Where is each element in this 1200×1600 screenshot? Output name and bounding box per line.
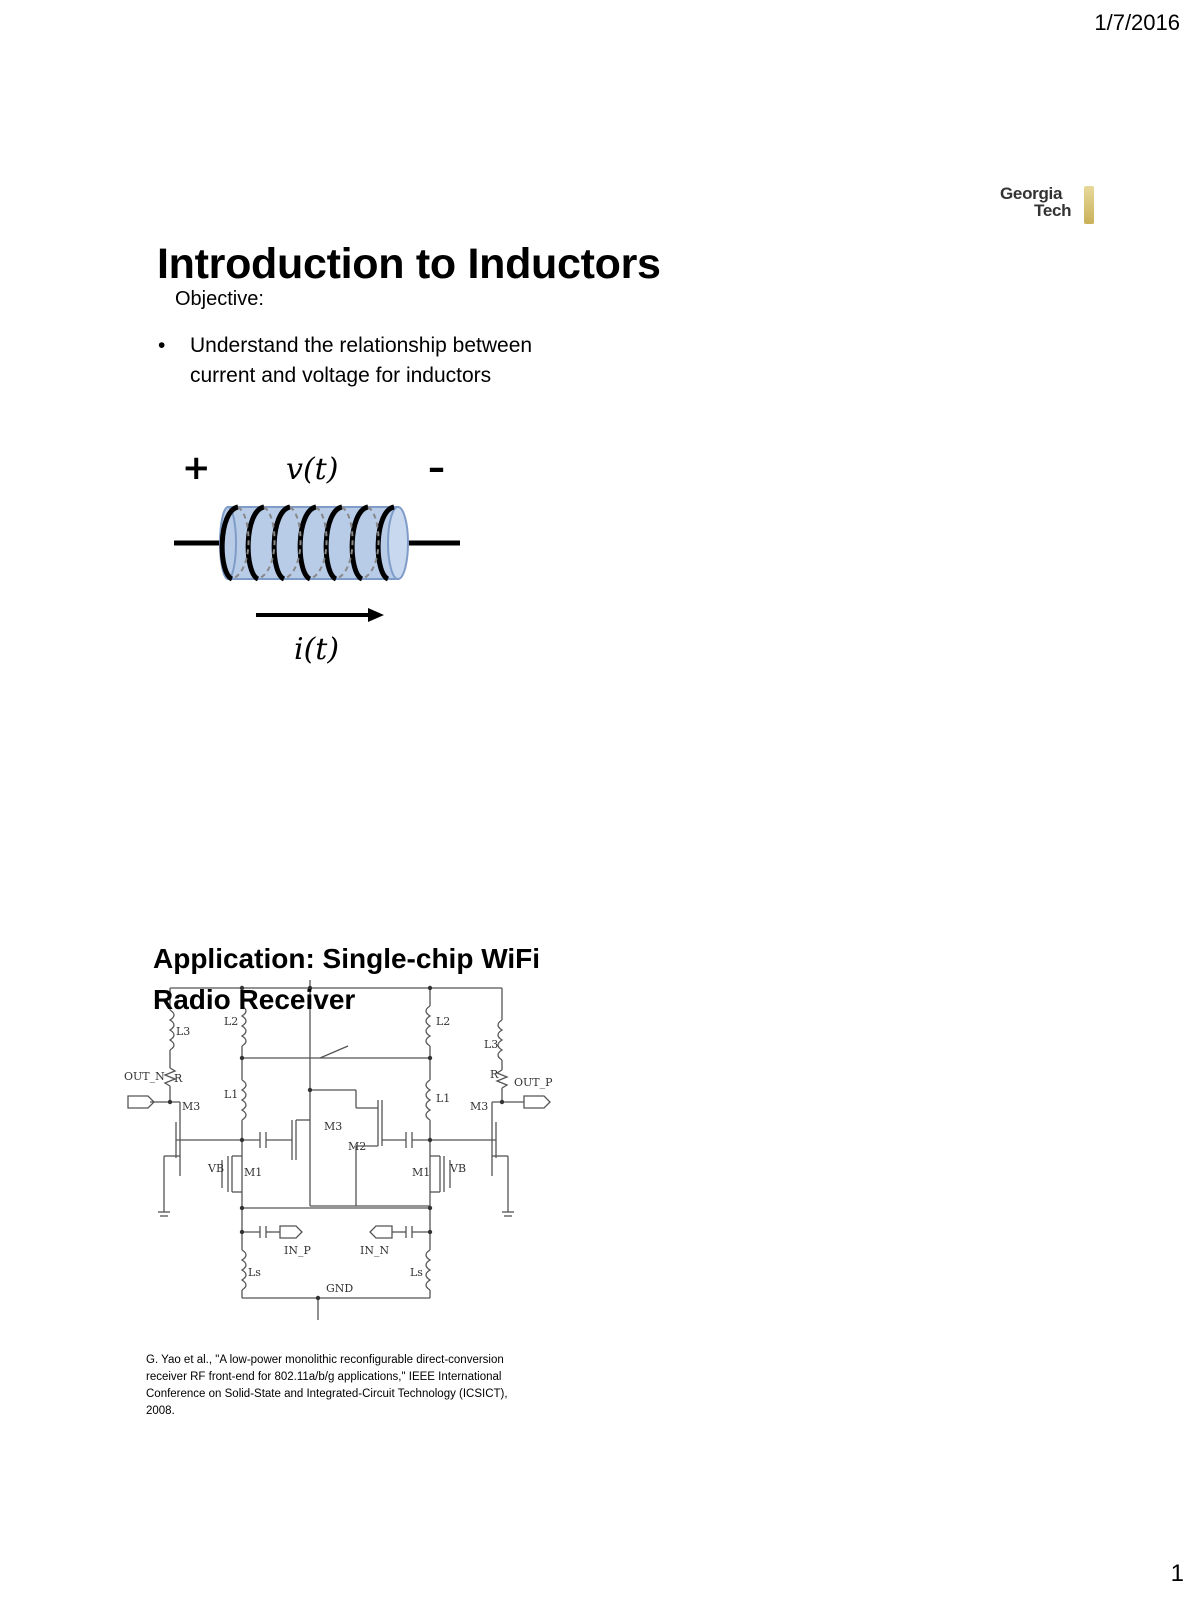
- receiver-circuit-schematic: [120, 980, 570, 1340]
- minus-sign: –: [428, 455, 445, 488]
- label-l3-left: L3: [176, 1025, 191, 1038]
- slide2-title: Application: Single-chip WiFi Radio Receiver: [153, 943, 541, 1015]
- current-label: i(t): [294, 632, 340, 667]
- label-vb-left: VB: [208, 1162, 225, 1175]
- label-ls-left: Ls: [248, 1266, 261, 1279]
- voltage-label: v(t): [286, 455, 339, 487]
- label-l1-right: L1: [436, 1092, 451, 1105]
- label-m1-left: M1: [244, 1166, 263, 1179]
- citation-text: G. Yao et al., "A low-power monolithic reconfigurable direct-conversion receiver RF front-end for 802.11a/b/g applications," IEEE International Conference on Solid-State and Integrated-Circuit Technology (ICSICT), 2008.: [146, 1354, 508, 1417]
- label-out-p: OUT_P: [514, 1076, 553, 1089]
- logo-word-georgia: Georgia: [1000, 184, 1063, 203]
- label-ls-right: Ls: [410, 1266, 423, 1279]
- label-in-n: IN_N: [360, 1244, 390, 1257]
- label-r-right: R: [490, 1068, 499, 1081]
- label-m1-right: M1: [412, 1166, 431, 1179]
- page-number: 1: [1170, 1560, 1184, 1587]
- label-vb-right: VB: [450, 1162, 467, 1175]
- current-arrow-icon: [256, 608, 384, 622]
- bullet-text: Understand the relationship between current and voltage for inductors: [190, 334, 533, 387]
- label-gnd: GND: [326, 1282, 354, 1295]
- slide1-title: Introduction to Inductors: [157, 240, 661, 288]
- label-l2-right: L2: [436, 1015, 451, 1028]
- label-m3-left: M3: [182, 1100, 201, 1113]
- logo-word-tech: Tech: [1034, 201, 1072, 220]
- objective-label: Objective:: [175, 288, 264, 310]
- logo-tower-icon: [1084, 186, 1094, 224]
- label-in-p: IN_P: [284, 1244, 311, 1257]
- label-out-n: OUT_N: [124, 1070, 165, 1083]
- label-m3-center: M3: [324, 1120, 343, 1133]
- label-m2: M2: [348, 1140, 367, 1153]
- label-l3-right: L3: [484, 1038, 499, 1051]
- date-stamp: 1/7/2016: [1094, 10, 1180, 35]
- label-l1-left: L1: [224, 1088, 239, 1101]
- label-l2-left: L2: [224, 1015, 239, 1028]
- inductor-diagram: [170, 455, 480, 695]
- label-m3-right: M3: [470, 1100, 489, 1113]
- georgia-tech-logo: [1000, 184, 1096, 226]
- plus-sign: +: [182, 455, 211, 488]
- label-r-left: R: [174, 1072, 183, 1085]
- bullet-dot: •: [158, 334, 166, 357]
